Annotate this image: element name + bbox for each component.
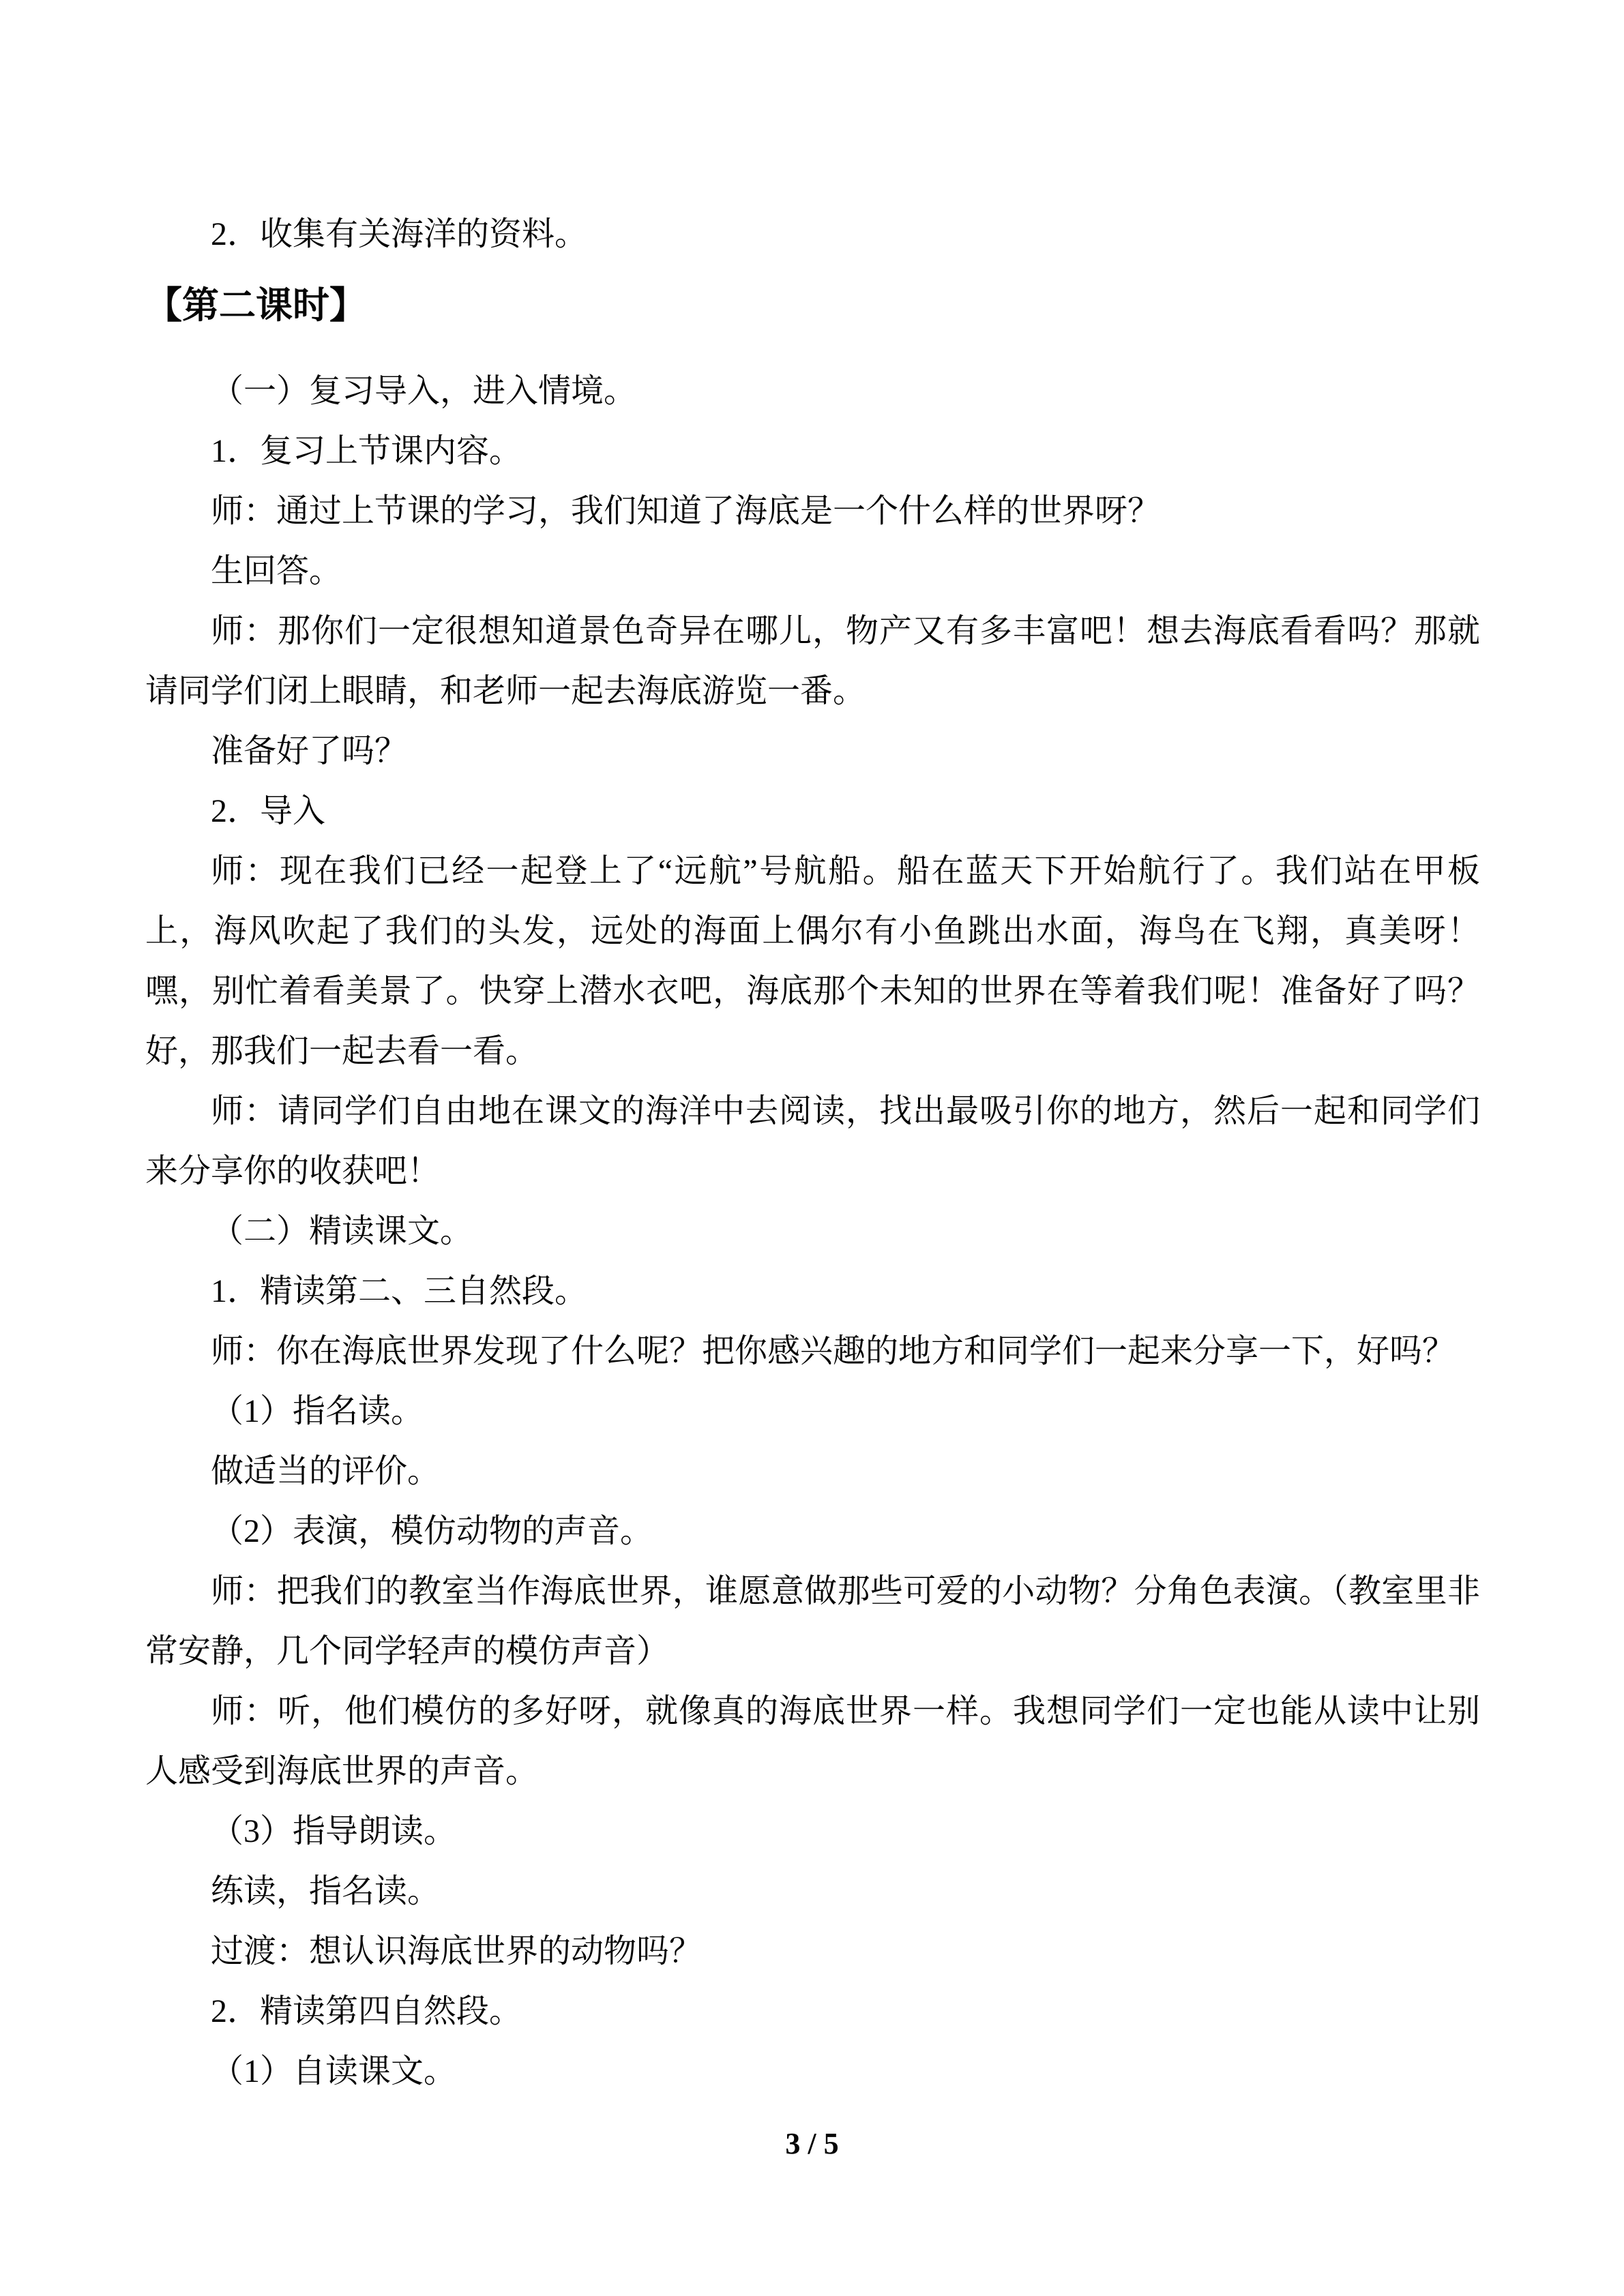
- text-line: 请同学们闭上眼睛，和老师一起去海底游览一番。: [145, 673, 866, 709]
- text-line: 师：听，他们模仿的多好呀，就像真的海底世界一样。我想同学们一定也能从读中让别: [211, 1693, 1479, 1729]
- text-line: （1）指名读。: [211, 1393, 424, 1429]
- text-line: 准备好了吗？: [211, 733, 408, 769]
- text-line: （3）指导朗读。: [211, 1813, 457, 1849]
- text-line: （1）自读课文。: [211, 2053, 457, 2089]
- text-line: 做适当的评价。: [211, 1453, 441, 1489]
- text-line: 师：把我们的教室当作海底世界，谁愿意做那些可爱的小动物？分角色表演。（教室里非: [211, 1573, 1479, 1609]
- text-line: 来分享你的收获吧！: [145, 1153, 441, 1189]
- footer-page-number: 3 / 5: [785, 2127, 839, 2160]
- text-line: 师：通过上节课的学习，我们知道了海底是一个什么样的世界呀？: [211, 493, 1161, 529]
- text-line: 师：请同学们自由地在课文的海洋中去阅读，找出最吸引你的地方，然后一起和同学们: [211, 1093, 1479, 1129]
- text-line: 师：现在我们已经一起登上了“远航”号航船。船在蓝天下开始航行了。我们站在甲板: [211, 853, 1479, 889]
- text-line: （2）表演，模仿动物的声音。: [211, 1513, 653, 1549]
- section-heading-line: 【第二课时】: [145, 285, 366, 326]
- text-line: 2．精读第四自然段。: [211, 1993, 522, 2029]
- text-line: （二）精读课文。: [211, 1213, 473, 1249]
- text-line: 上，海风吹起了我们的头发，远处的海面上偶尔有小鱼跳出水面，海鸟在飞翔，真美呀！: [145, 913, 1479, 949]
- text-line: 1．复习上节课内容。: [211, 433, 522, 469]
- text-line: 生回答。: [211, 553, 342, 589]
- text-line: 练读，指名读。: [211, 1873, 441, 1909]
- text-line: 师：那你们一定很想知道景色奇异在哪儿，物产又有多丰富吧！想去海底看看吗？那就: [211, 613, 1479, 649]
- text-line: 嘿，别忙着看美景了。快穿上潜水衣吧，海底那个未知的世界在等着我们呢！准备好了吗？: [145, 973, 1479, 1009]
- text-line: 常安静，几个同学轻声的模仿声音）: [145, 1633, 670, 1669]
- document-body: [145, 205, 1479, 2102]
- text-line: 师：你在海底世界发现了什么呢？把你感兴趣的地方和同学们一起来分享一下，好吗？: [211, 1333, 1456, 1369]
- text-line: 好，那我们一起去看一看。: [145, 1033, 539, 1069]
- text-line: 人感受到海底世界的声音。: [145, 1753, 539, 1789]
- text-line: 2．导入: [211, 793, 326, 829]
- text-line: 2．收集有关海洋的资料。: [211, 216, 588, 252]
- text-line: 1．精读第二、三自然段。: [211, 1273, 588, 1309]
- text-line: （一）复习导入，进入情境。: [211, 373, 637, 409]
- text-line: 过渡：想认识海底世界的动物吗？: [211, 1933, 703, 1969]
